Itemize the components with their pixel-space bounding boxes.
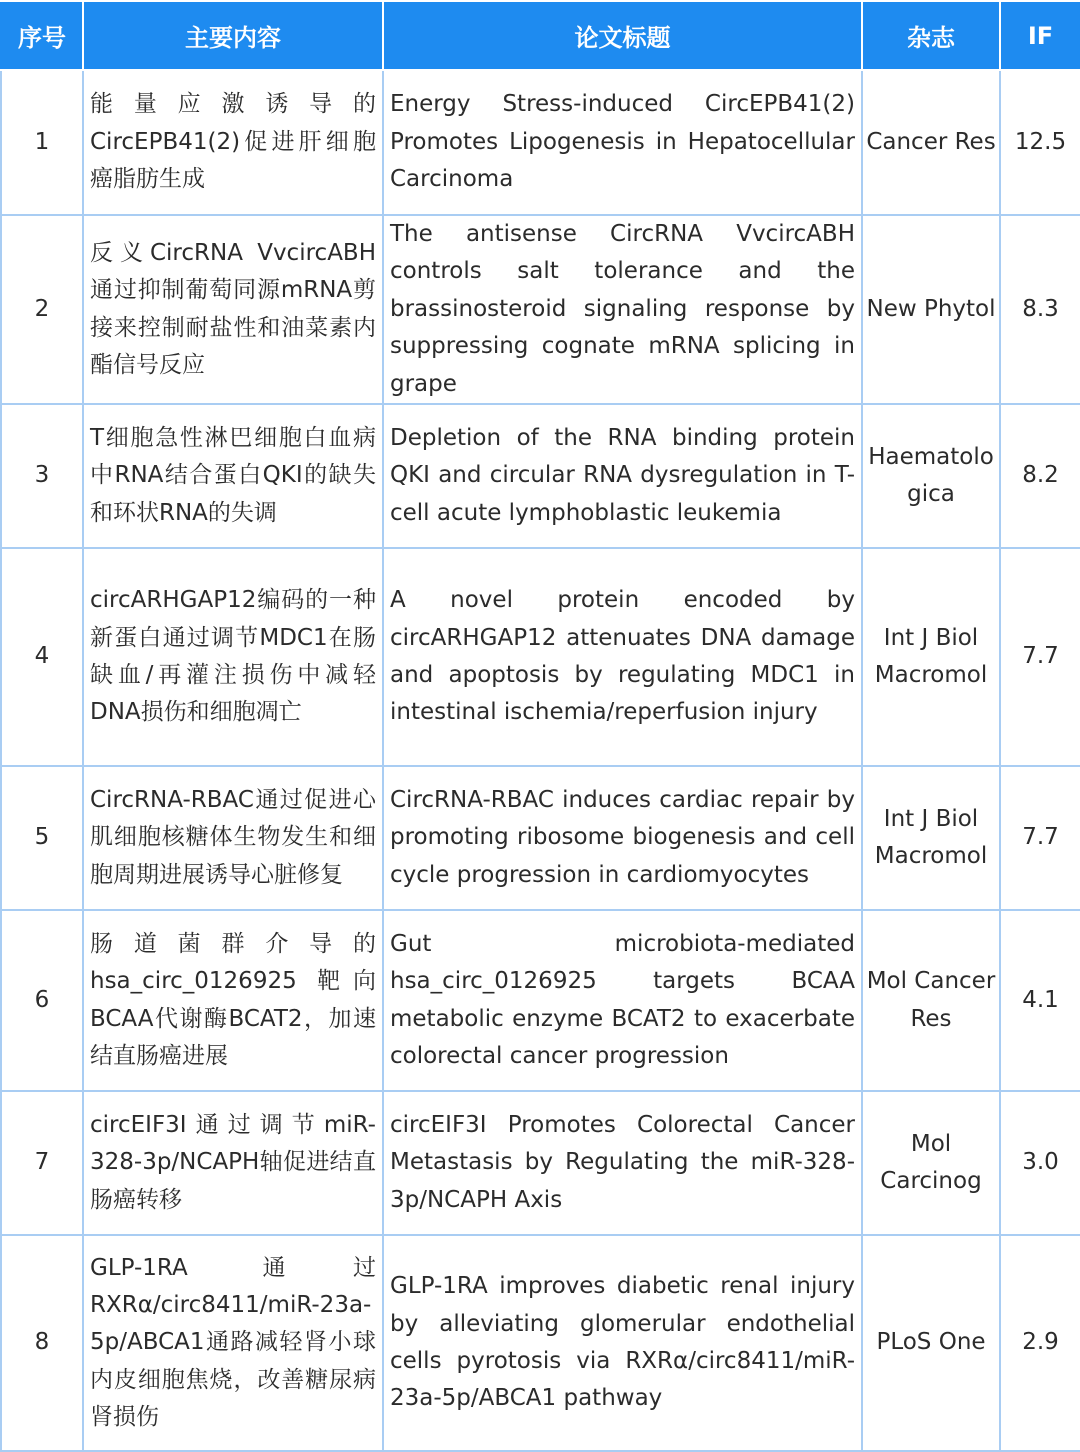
row-impact-factor: 12.5 [1000,70,1080,215]
row-journal: New Phytol [862,215,1000,404]
header-title: 论文标题 [383,1,862,70]
row-title: A novel protein encoded by circARHGAP12 attenuates DNA damage and apoptosis by regulating MDC1 in intestinal ischemia/reperfusion injury [383,548,862,766]
table-row [1,404,1080,548]
row-number: 6 [1,910,83,1091]
header-row [1,1,1080,70]
table-row [1,70,1080,215]
row-number: 3 [1,404,83,548]
row-number: 2 [1,215,83,404]
header-content: 主要内容 [83,1,383,70]
row-title: Gut microbiota-mediated hsa_circ_0126925 targets BCAA metabolic enzyme BCAT2 to exacerbate colorectal cancer progression [383,910,862,1091]
row-title: Energy Stress-induced CircEPB41(2) Promotes Lipogenesis in Hepatocellular Carcinoma [383,70,862,215]
row-content: CircRNA-RBAC通过促进心肌细胞核糖体生物发生和细胞周期进展诱导心脏修复 [83,766,383,910]
row-content: circEIF3I通过调节miR-328-3p/NCAPH轴促进结直肠癌转移 [83,1091,383,1235]
row-impact-factor: 8.3 [1000,215,1080,404]
row-title: The antisense CircRNA VvcircABH controls salt tolerance and the brassinosteroid signaling response by suppressing cognate mRNA splicing in grape [383,215,862,404]
row-content: 肠道菌群介导的hsa_circ_0126925 靶向BCAA代谢酶BCAT2，加速结直肠癌进展 [83,910,383,1091]
row-journal: Int J Biol Macromol [862,548,1000,766]
row-number: 1 [1,70,83,215]
row-number: 5 [1,766,83,910]
row-impact-factor: 3.0 [1000,1091,1080,1235]
table-row [1,910,1080,1091]
row-title: GLP-1RA improves diabetic renal injury by alleviating glomerular endothelial cells pyrotosis via RXRα/circ8411/miR-23a-5p/ABCA1 pathway [383,1235,862,1451]
row-journal: PLoS One [862,1235,1000,1451]
table-row [1,766,1080,910]
row-content: T细胞急性淋巴细胞白血病中RNA结合蛋白QKI的缺失和环状RNA的失调 [83,404,383,548]
row-impact-factor: 4.1 [1000,910,1080,1091]
row-journal: Cancer Res [862,70,1000,215]
row-content: GLP-1RA 通过RXRα/circ8411/miR-23a-5p/ABCA1通路减轻肾小球内皮细胞焦烧，改善糖尿病肾损伤 [83,1235,383,1451]
row-impact-factor: 7.7 [1000,766,1080,910]
row-impact-factor: 7.7 [1000,548,1080,766]
row-journal: Mol Carcinog [862,1091,1000,1235]
row-impact-factor: 8.2 [1000,404,1080,548]
header-no: 序号 [1,1,83,70]
row-title: Depletion of the RNA binding protein QKI and circular RNA dysregulation in T-cell acute lymphoblastic leukemia [383,404,862,548]
row-journal: Haematologica [862,404,1000,548]
row-journal: Int J Biol Macromol [862,766,1000,910]
row-impact-factor: 2.9 [1000,1235,1080,1451]
table-row [1,548,1080,766]
table-row [1,1235,1080,1451]
table-row [1,215,1080,404]
row-number: 4 [1,548,83,766]
row-journal: Mol Cancer Res [862,910,1000,1091]
table-row [1,1091,1080,1235]
row-title: circEIF3I Promotes Colorectal Cancer Metastasis by Regulating the miR-328-3p/NCAPH Axis [383,1091,862,1235]
row-number: 8 [1,1235,83,1451]
row-content: 能量应激诱导的CircEPB41(2)促进肝细胞癌脂肪生成 [83,70,383,215]
row-content: 反义CircRNA VvcircABH通过抑制葡萄同源mRNA剪接来控制耐盐性和油菜素内酯信号反应 [83,215,383,404]
header-journal: 杂志 [862,1,1000,70]
header-if: IF [1000,1,1080,70]
row-title: CircRNA-RBAC induces cardiac repair by promoting ribosome biogenesis and cell cycle progression in cardiomyocytes [383,766,862,910]
row-content: circARHGAP12编码的一种新蛋白通过调节MDC1在肠缺血/再灌注损伤中减轻DNA损伤和细胞凋亡 [83,548,383,766]
row-number: 7 [1,1091,83,1235]
